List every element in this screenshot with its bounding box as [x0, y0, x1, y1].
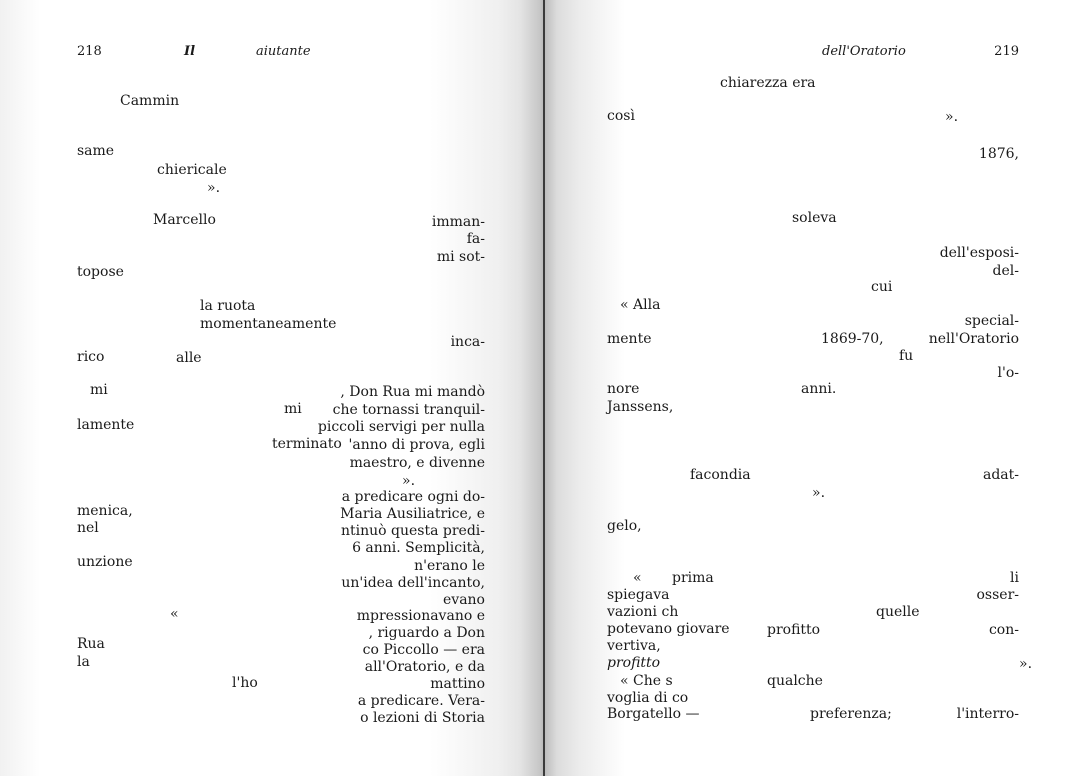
text-fragment: così	[607, 108, 635, 124]
text-fragment: qualche	[767, 673, 823, 689]
text-fragment: special-	[964, 313, 1019, 329]
text-fragment: osser-	[976, 587, 1019, 603]
text-fragment: potevano giovare	[607, 621, 730, 637]
text-fragment: all'Oratorio, e da	[364, 659, 485, 675]
text-fragment: , Don Rua mi mandò	[340, 384, 485, 400]
text-fragment: prima	[672, 570, 714, 586]
text-fragment: vazioni ch	[607, 604, 679, 620]
text-fragment: la ruota	[200, 298, 256, 314]
text-fragment: quelle	[876, 604, 920, 620]
text-fragment: menica,	[77, 503, 133, 519]
text-fragment: 1876,	[978, 146, 1019, 162]
running-header-word: Il	[184, 44, 196, 59]
text-fragment: a predicare ogni do-	[341, 489, 485, 505]
text-fragment: chiarezza era	[720, 75, 816, 91]
text-fragment: del-	[992, 263, 1019, 279]
text-fragment: facondia	[690, 467, 751, 483]
text-fragment: « Che s	[620, 673, 673, 689]
page-number: 219	[994, 44, 1019, 59]
text-fragment: alle	[176, 350, 202, 366]
text-fragment: chiericale	[157, 162, 227, 178]
text-fragment: Borgatello —	[607, 706, 700, 722]
text-fragment: lamente	[77, 417, 135, 433]
page-number: 218	[77, 44, 102, 59]
text-fragment: ntinuò questa predi-	[340, 523, 485, 539]
text-fragment: momentaneamente	[200, 316, 337, 332]
text-fragment: imman-	[431, 214, 485, 230]
text-fragment: a predicare. Vera-	[357, 693, 485, 709]
text-fragment: li	[1010, 570, 1019, 586]
text-fragment: voglia di co	[607, 690, 689, 706]
text-fragment: l'ho	[232, 675, 258, 691]
text-fragment: anni.	[801, 381, 837, 397]
text-fragment: nore	[607, 381, 640, 397]
text-fragment: nell'Oratorio	[928, 331, 1019, 347]
running-header-word: aiutante	[256, 44, 311, 59]
text-fragment: mpressionavano e	[356, 608, 485, 624]
text-fragment: ».	[945, 109, 959, 125]
text-fragment: Janssens,	[607, 399, 674, 415]
text-fragment: Rua	[77, 636, 105, 652]
text-fragment: Marcello	[153, 212, 216, 228]
text-fragment: profitto	[767, 622, 821, 638]
text-fragment: fu	[899, 348, 914, 364]
text-fragment: evano	[443, 592, 485, 608]
text-fragment: profitto	[607, 655, 661, 671]
text-fragment: gelo,	[607, 518, 642, 534]
text-fragment: con-	[988, 622, 1019, 638]
text-fragment: adat-	[982, 467, 1019, 483]
text-fragment: Maria Ausiliatrice, e	[340, 506, 485, 522]
text-fragment: same	[77, 143, 115, 159]
right-page	[545, 0, 1068, 776]
text-fragment: mattino	[430, 676, 485, 692]
text-fragment: preferenza;	[810, 706, 892, 722]
text-fragment: spiegava	[607, 587, 670, 603]
text-fragment: mi	[90, 382, 108, 398]
text-fragment: « Alla	[620, 297, 661, 313]
text-fragment: fa-	[466, 231, 485, 247]
running-header: dell'Oratorio	[822, 44, 906, 59]
text-fragment: vertiva,	[607, 638, 661, 654]
text-fragment: un'idea dell'incanto,	[341, 575, 485, 591]
text-fragment: nel	[77, 520, 99, 536]
text-fragment: Cammin	[120, 93, 180, 109]
text-fragment: maestro, e divenne	[349, 455, 485, 471]
text-fragment: terminato	[272, 436, 342, 452]
text-fragment: mente	[607, 331, 652, 347]
text-fragment: 'anno di prova, egli	[348, 437, 485, 453]
text-fragment: n'erano le	[414, 558, 485, 574]
text-fragment: «	[170, 606, 179, 622]
text-fragment: la	[77, 654, 90, 670]
text-fragment: o lezioni di Storia	[360, 710, 485, 726]
text-fragment: «	[633, 570, 642, 586]
text-fragment: topose	[77, 264, 124, 280]
text-fragment: ».	[402, 473, 416, 489]
text-fragment: soleva	[792, 210, 837, 226]
text-fragment: che tornassi tranquil-	[332, 402, 485, 418]
text-fragment: rico	[77, 349, 105, 365]
text-fragment: ».	[812, 485, 826, 501]
text-fragment: 1869-70,	[821, 331, 884, 347]
text-fragment: unzione	[77, 554, 133, 570]
text-fragment: piccoli servigi per nulla	[317, 419, 485, 435]
text-fragment: mi	[284, 401, 302, 417]
text-fragment: ».	[207, 180, 221, 196]
text-fragment: l'interro-	[956, 706, 1019, 722]
text-fragment: dell'esposi-	[939, 245, 1019, 261]
text-fragment: 6 anni. Semplicità,	[352, 540, 485, 556]
text-fragment: co Piccollo — era	[362, 642, 485, 658]
text-fragment: mi sot-	[436, 249, 485, 265]
text-fragment: l'o-	[997, 365, 1019, 381]
text-fragment: ».	[1019, 656, 1033, 672]
text-fragment: cui	[871, 279, 893, 295]
text-fragment: , riguardo a Don	[368, 625, 485, 641]
text-fragment: inca-	[450, 334, 485, 350]
